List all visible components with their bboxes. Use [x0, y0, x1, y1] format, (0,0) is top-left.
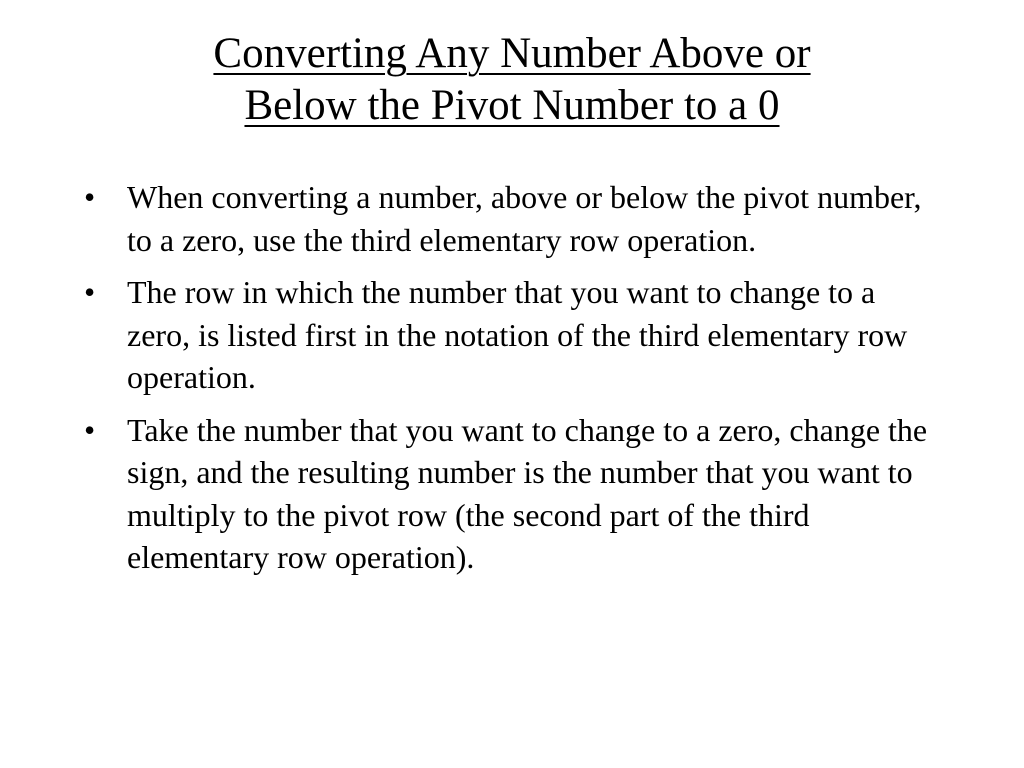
bullet-list [80, 176, 940, 589]
bullet-text: Take the number that you want to change to a zero, change the sign, and the resulting number is the number that you want to multiply to the pivot row (the second part of the third elementary row operation). [127, 411, 928, 575]
bullet-dot-icon: • [84, 179, 96, 215]
bullet-item [80, 176, 940, 261]
bullet-text: The row in which the number that you want to change to a zero, is listed first in the notation of the third elementary row operation. [127, 274, 908, 395]
bullet-dot-icon: • [84, 411, 96, 448]
bullet-item [80, 409, 940, 579]
bullet-dot-icon: • [84, 274, 96, 310]
bullet-text: When converting a number, above or below the pivot number, to a zero, use the third elementary row operation. [127, 179, 922, 258]
slide-title [92, 28, 932, 132]
bullet-item [80, 271, 940, 399]
title-line-2: Below the Pivot Number to a 0 [244, 82, 780, 129]
title-line-1: Converting Any Number Above or [213, 30, 811, 77]
